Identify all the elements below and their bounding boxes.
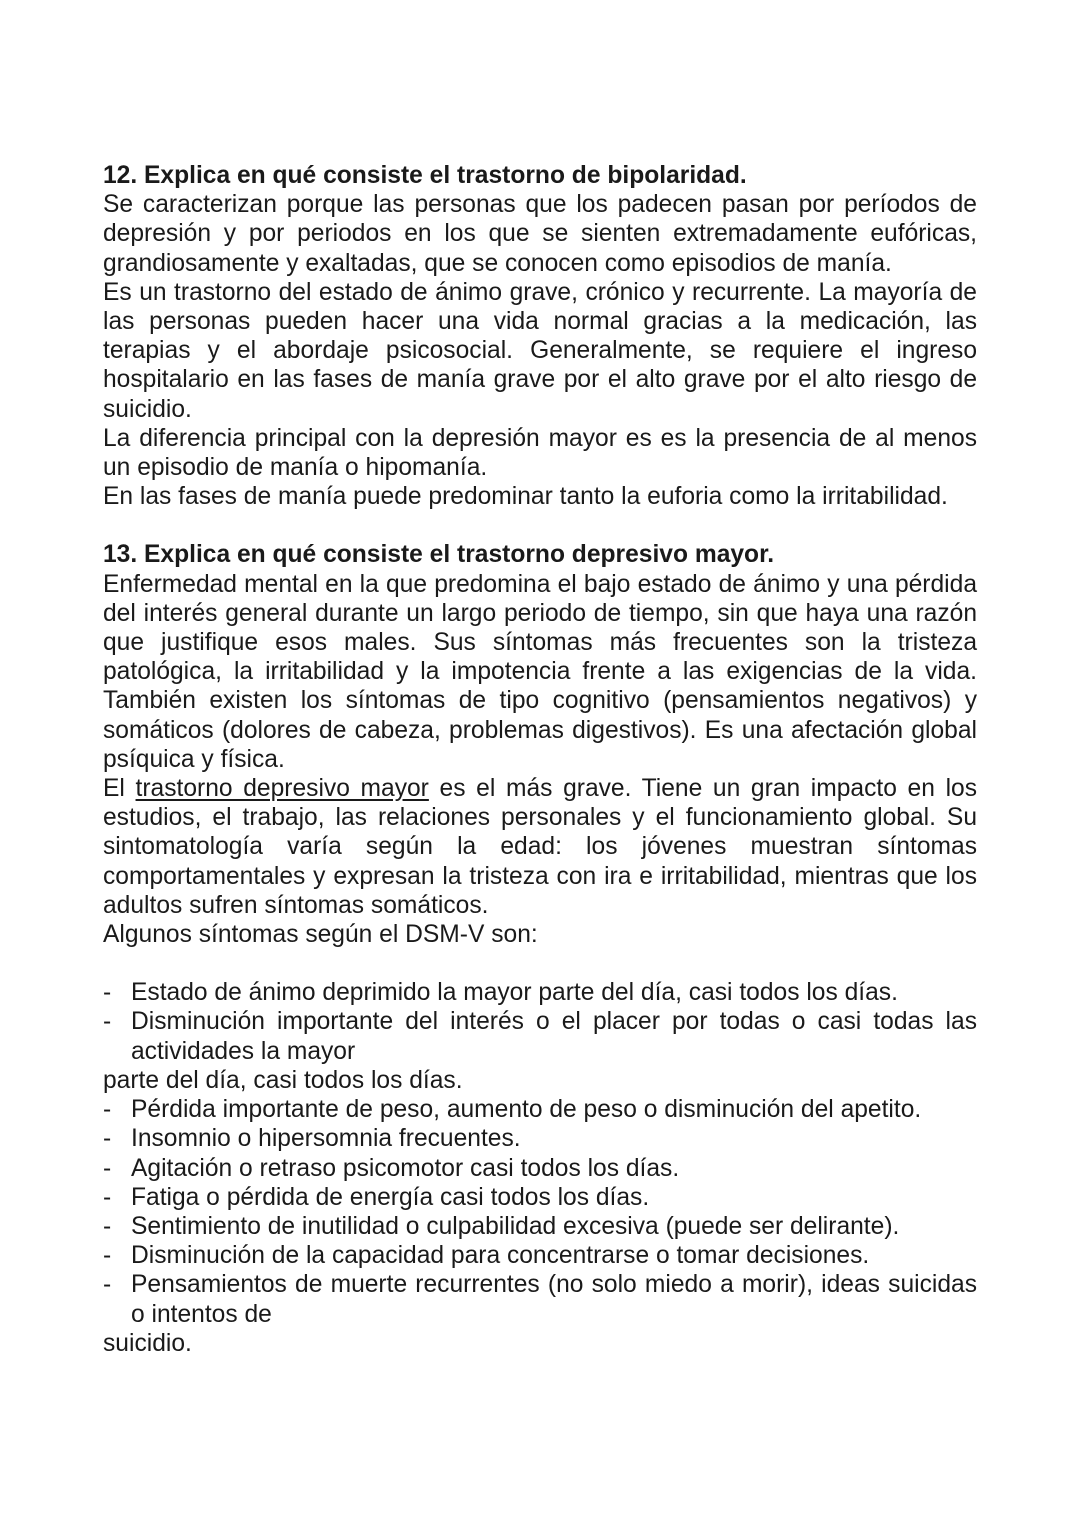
text-span: El bbox=[103, 775, 136, 803]
document-page bbox=[103, 161, 977, 1358]
list-item bbox=[103, 1270, 977, 1328]
symptom-list bbox=[103, 978, 977, 1358]
list-item bbox=[103, 1183, 977, 1212]
paragraph: En las fases de manía puede predominar tanto la euforia como la irritabilidad. bbox=[103, 483, 948, 511]
bullet-dash: - bbox=[103, 1271, 112, 1299]
list-item bbox=[103, 1124, 977, 1153]
section-heading: 13. Explica en qué consiste el trastorno depresivo mayor. bbox=[103, 541, 775, 569]
bullet-dash: - bbox=[103, 1008, 112, 1036]
list-item-text: Insomnio o hipersomnia frecuentes. bbox=[131, 1125, 521, 1153]
list-item-text: Pérdida importante de peso, aumento de peso o disminución del apetito. bbox=[131, 1096, 922, 1124]
list-item-text: Disminución de la capacidad para concentrarse o tomar decisiones. bbox=[131, 1242, 870, 1270]
list-item-text: Sentimiento de inutilidad o culpabilidad excesiva (puede ser delirante). bbox=[131, 1212, 900, 1240]
section-13 bbox=[103, 540, 977, 1357]
list-item bbox=[103, 978, 977, 1007]
paragraph: Enfermedad mental en la que predomina el bajo estado de ánimo y una pérdida del interés general durante un largo periodo de tiempo, sin que haya una razón que justifique esos males. Sus síntomas más frecuentes son la tristeza patológica, la irritabilidad y la impotencia frente a las exigencias de la vida. También existen los síntomas de tipo cognitivo (pensamientos negativos) y somáticos (dolores de cabeza, problemas digestivos). Es una afectación global psíquica y física. bbox=[103, 570, 977, 773]
list-item-text: Disminución importante del interés o el placer por todas o casi todas las actividades la mayor bbox=[131, 1008, 977, 1065]
list-item-continuation: suicidio. bbox=[103, 1329, 192, 1357]
bullet-dash: - bbox=[103, 1125, 112, 1153]
bullet-dash: - bbox=[103, 1096, 112, 1124]
bullet-dash: - bbox=[103, 1212, 112, 1240]
list-item bbox=[103, 1095, 977, 1124]
bullet-dash: - bbox=[103, 1242, 112, 1270]
bullet-dash: - bbox=[103, 1154, 112, 1182]
section-heading: 12. Explica en qué consiste el trastorno de bipolaridad. bbox=[103, 162, 747, 189]
text-span: es el más grave. Tiene un gran impacto en los estudios, el trabajo, las relaciones personales y el funcionamiento global. Su sintomatología varía según la edad: los jóvenes muestran síntomas comportamentales y expresan la tristeza con ira e irritabilidad, mientras que los adultos sufren síntomas somáticos. bbox=[103, 775, 978, 919]
section-12 bbox=[103, 161, 977, 511]
list-item-text: Fatiga o pérdida de energía casi todos los días. bbox=[131, 1183, 650, 1211]
paragraph bbox=[103, 774, 977, 920]
list-item bbox=[103, 1007, 977, 1065]
list-item bbox=[103, 1154, 977, 1183]
list-item-text: Pensamientos de muerte recurrentes (no solo miedo a morir), ideas suicidas o intentos de bbox=[131, 1271, 977, 1328]
underlined-term: trastorno depresivo mayor bbox=[135, 775, 429, 803]
list-item bbox=[103, 1241, 977, 1270]
paragraph: Es un trastorno del estado de ánimo grave, crónico y recurrente. La mayoría de las personas pueden hacer una vida normal gracias a la medicación, las terapias y el abordaje psicosocial. Generalmente, se requiere el ingreso hospitalario en las fases de manía grave por el alto grave por el alto riesgo de suicidio. bbox=[103, 278, 977, 423]
paragraph: Se caracterizan porque las personas que los padecen pasan por períodos de depresión y por periodos en los que se sienten extremadamente eufóricas, grandiosamente y exaltadas, que se conocen como episodios de manía. bbox=[103, 191, 977, 277]
paragraph: La diferencia principal con la depresión mayor es es la presencia de al menos un episodio de manía o hipomanía. bbox=[103, 424, 977, 482]
list-item-continuation: parte del día, casi todos los días. bbox=[103, 1066, 463, 1094]
list-item bbox=[103, 1212, 977, 1241]
paragraph: Algunos síntomas según el DSM-V son: bbox=[103, 921, 538, 949]
list-item-text: Agitación o retraso psicomotor casi todos los días. bbox=[131, 1154, 680, 1182]
bullet-dash: - bbox=[103, 979, 112, 1007]
list-item-text: Estado de ánimo deprimido la mayor parte del día, casi todos los días. bbox=[131, 979, 898, 1007]
bullet-dash: - bbox=[103, 1183, 112, 1211]
